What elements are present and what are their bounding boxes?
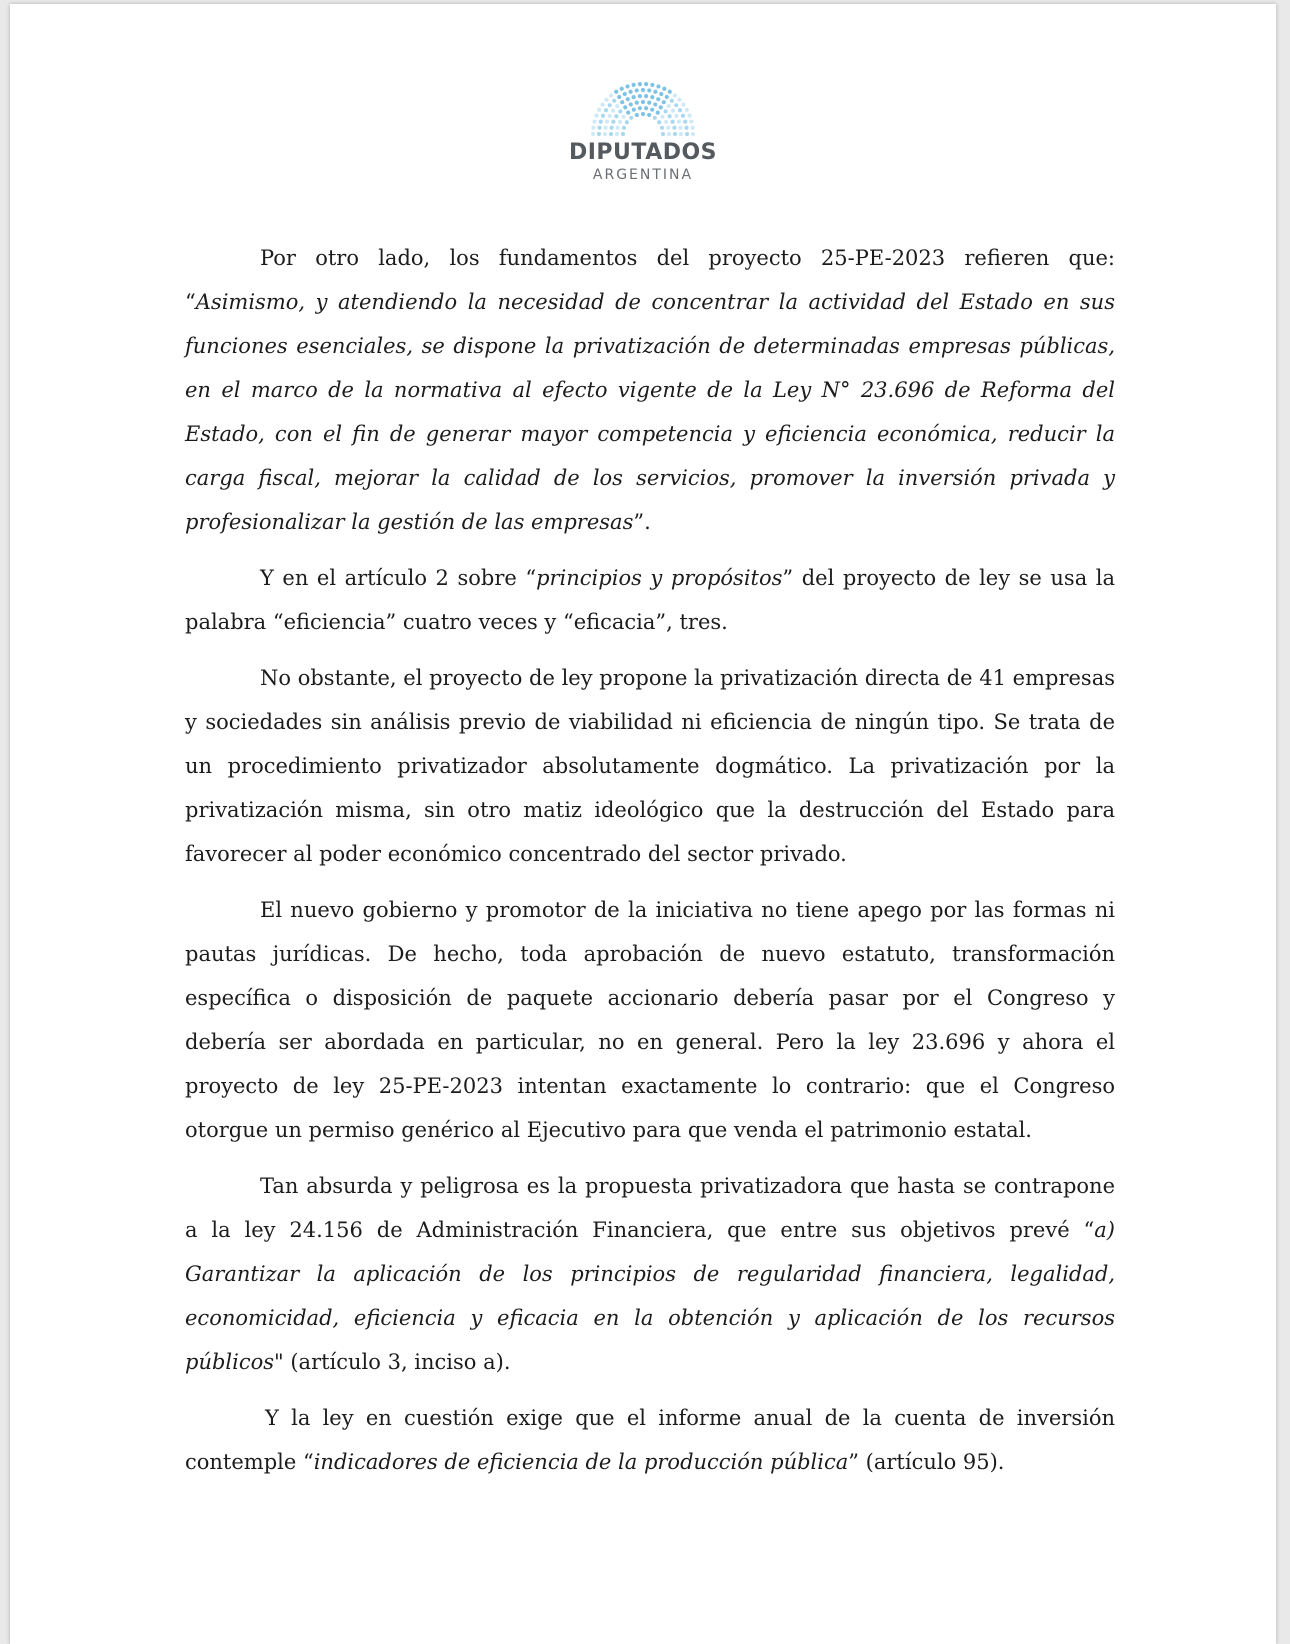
hemicycle-seat — [683, 120, 687, 124]
hemicycle-seat — [597, 108, 601, 112]
hemicycle-seat — [641, 88, 645, 92]
document-page — [10, 4, 1276, 1644]
text-segment: ” del proyecto de ley se usa la palabra “eficiencia” cuatro veces y “eficacia”, tres. — [185, 566, 1116, 634]
hemicycle-seat — [678, 126, 682, 130]
hemicycle-seat — [681, 114, 685, 118]
hemicycle-seat — [611, 120, 615, 124]
hemicycle-seat — [604, 108, 608, 112]
hemicycle-seat — [647, 113, 651, 117]
hemicycle-seat — [625, 120, 629, 124]
hemicycle-seat — [618, 109, 622, 113]
diputados-logo — [10, 80, 1276, 184]
hemicycle-seat — [618, 120, 622, 124]
hemicycle-seat — [660, 126, 664, 130]
hemicycle-seat — [656, 97, 660, 101]
hemicycle-seat — [600, 103, 604, 107]
hemicycle-seat — [609, 132, 613, 136]
hemicycle-seat — [607, 114, 611, 118]
italic-quote: principios y propósitos — [536, 566, 783, 590]
hemicycle-seat — [666, 126, 670, 130]
hemicycle-seat — [632, 83, 636, 87]
hemicycle-seat — [659, 92, 663, 96]
logo-title: DIPUTADOS — [568, 140, 718, 165]
hemicycle-seat — [665, 95, 669, 99]
hemicycle-seat — [673, 93, 677, 97]
paragraph — [185, 888, 1115, 1152]
hemicycle-seat — [620, 100, 624, 104]
hemicycle-seat — [677, 120, 681, 124]
hemicycle-seat — [667, 104, 671, 108]
hemicycle-seat — [661, 132, 665, 136]
text-segment: No obstante, el proyecto de ley propone la privatización directa de 41 empresas y sociedades sin análisis previo de viabilidad ni eficiencia de ningún tipo. Se trata de un procedimiento privatizador absolutamente dogmático. La privatización por la privatización misma, sin otro matiz ideológico que la destrucción del Estado para favorecer al poder económico concentrado del sector privado. — [185, 666, 1115, 866]
hemicycle-seat — [674, 114, 678, 118]
hemicycle-seat — [674, 103, 678, 107]
hemicycle-seat — [623, 105, 627, 109]
document-body — [185, 236, 1115, 1496]
paragraph — [185, 1164, 1115, 1384]
hemicycle-seat — [687, 113, 691, 117]
hemicycle-seat — [670, 99, 674, 103]
hemicycle-seat — [614, 114, 618, 118]
hemicycle-seat — [664, 109, 668, 113]
hemicycle-seat — [662, 87, 666, 91]
hemicycle-seat — [612, 99, 616, 103]
hemicycle-seat — [650, 95, 654, 99]
italic-quote: a) Garantizar la aplicación de los principios de regularidad financiera, legalidad, economicidad, eficiencia y eficacia en la obtención y aplicación de los recursos públicos — [185, 1218, 1115, 1374]
hemicycle-seat — [691, 126, 695, 130]
hemicycle-seat — [635, 113, 639, 117]
hemicycle-seat — [620, 87, 624, 91]
hemicycle-seat — [622, 126, 626, 130]
text-segment: Y la ley en cuestión exige que el informe anual de la cuenta de inversión contemple “ — [185, 1406, 1115, 1474]
text-segment: ” (artículo 95). — [848, 1450, 1005, 1474]
hemicycle-seat — [641, 100, 645, 104]
text-segment: " (artículo 3, inciso a). — [274, 1350, 511, 1374]
hemicycle-seat — [638, 106, 642, 110]
hemicycle-seat — [689, 119, 693, 123]
hemicycle-seat — [615, 104, 619, 108]
hemicycle-seat — [608, 103, 612, 107]
hemicycle-seat — [650, 108, 654, 112]
hemicycle-seat — [681, 103, 685, 107]
text-segment: Y en el artículo 2 sobre “ — [260, 566, 537, 590]
hemicycle-seat — [685, 108, 689, 112]
text-segment: El nuevo gobierno y promotor de la iniciativa no tiene apego por las formas ni pautas jurídicas. De hecho, toda aprobación de nuevo estatuto, transformación específica o disposición de paquete accionario debería pasar por el Congreso y debería ser abordada en particular, no en general. Pero la ley 23.696 y ahora el proyecto de ley 25-PE-2023 intentan exactamente lo contrario: que el Congreso otorgue un permiso genérico al Ejecutivo para que venda el patrimonio estatal. — [185, 898, 1115, 1142]
hemicycle-seat — [594, 113, 598, 117]
hemicycle-seat — [638, 94, 642, 98]
hemicycle-seat — [601, 114, 605, 118]
hemicycle-seat — [644, 94, 648, 98]
hemicycle-seat — [670, 120, 674, 124]
hemicycle-seat — [647, 101, 651, 105]
hemicycle-seat — [621, 115, 625, 119]
hemicycle-seat — [591, 132, 595, 136]
hemicycle-seat — [626, 97, 630, 101]
hemicycle-seat — [672, 126, 676, 130]
hemicycle-seat — [617, 95, 621, 99]
hemicycle-seat — [591, 126, 595, 130]
paragraph — [185, 1396, 1115, 1484]
hemicycle-seat — [610, 126, 614, 130]
hemicycle-seat — [632, 95, 636, 99]
hemicycle-seat — [609, 93, 613, 97]
hemicycle-seat — [667, 132, 671, 136]
text-segment: Tan absurda y peligrosa es la propuesta privatizadora que hasta se contrapone a la ley 24.156 de Administración Financiera, que entre sus objetivos prevé “ — [185, 1174, 1115, 1242]
paragraph — [185, 656, 1115, 876]
hemicycle-seat — [625, 84, 629, 88]
hemicycle-seat — [599, 120, 603, 124]
text-segment: ”. — [633, 510, 651, 534]
hemicycle-seat — [653, 116, 657, 120]
hemicycle-seat — [678, 108, 682, 112]
paragraph — [185, 236, 1115, 544]
italic-quote: Asimismo, y atendiendo la necesidad de concentrar la actividad del Estado en sus funciones esenciales, se dispone la privatización de determinadas empresas públicas, en el marco de la normativa al efecto vigente de la Ley N° 23.696 de Reforma del Estado, con el fin de generar mayor competencia y eficiencia económica, reducir la carga fiscal, mejorar la calidad de los servicios, promover la inversión privada y profesionalizar la gestión de las empresas — [185, 290, 1115, 534]
hemicycle-seat — [679, 132, 683, 136]
hemicycle-seat — [662, 100, 666, 104]
hemicycle-seat — [616, 126, 620, 130]
hemicycle-seat — [664, 120, 668, 124]
hemicycle-seat — [638, 82, 642, 86]
text-segment: Por otro lado, los fundamentos del proyecto 25-PE-2023 refieren que: “ — [185, 246, 1115, 314]
hemicycle-seat — [668, 90, 672, 94]
hemicycle-icon — [588, 80, 698, 136]
hemicycle-seat — [656, 111, 660, 115]
hemicycle-seat — [629, 102, 633, 106]
logo-subtitle: ARGENTINA — [592, 167, 694, 183]
hemicycle-seat — [611, 109, 615, 113]
hemicycle-seat — [668, 114, 672, 118]
hemicycle-seat — [657, 120, 661, 124]
paragraph — [185, 556, 1115, 644]
hemicycle-seat — [653, 102, 657, 106]
hemicycle-seat — [603, 132, 607, 136]
hemicycle-seat — [597, 132, 601, 136]
hemicycle-seat — [604, 98, 608, 102]
hemicycle-seat — [592, 119, 596, 123]
italic-quote: indicadores de eficiencia de la producción pública — [313, 1450, 849, 1474]
hemicycle-seat — [650, 83, 654, 87]
hemicycle-seat — [614, 90, 618, 94]
hemicycle-seat — [632, 108, 636, 112]
hemicycle-seat — [641, 112, 645, 116]
hemicycle-seat — [629, 90, 633, 94]
hemicycle-seat — [644, 106, 648, 110]
hemicycle-seat — [621, 132, 625, 136]
hemicycle-seat — [635, 101, 639, 105]
hemicycle-seat — [597, 126, 601, 130]
hemicycle-seat — [677, 98, 681, 102]
hemicycle-seat — [615, 132, 619, 136]
hemicycle-seat — [647, 88, 651, 92]
hemicycle-seat — [659, 105, 663, 109]
hemicycle-seat — [684, 126, 688, 130]
hemicycle-seat — [635, 88, 639, 92]
hemicycle-seat — [605, 120, 609, 124]
hemicycle-seat — [623, 92, 627, 96]
hemicycle-seat — [644, 82, 648, 86]
hemicycle-seat — [629, 116, 633, 120]
hemicycle-seat — [685, 132, 689, 136]
hemicycle-seat — [653, 90, 657, 94]
hemicycle-seat — [673, 132, 677, 136]
hemicycle-seat — [656, 84, 660, 88]
hemicycle-seat — [691, 132, 695, 136]
hemicycle-seat — [626, 111, 630, 115]
hemicycle-seat — [603, 126, 607, 130]
hemicycle-seat — [671, 109, 675, 113]
hemicycle-seat — [660, 115, 664, 119]
